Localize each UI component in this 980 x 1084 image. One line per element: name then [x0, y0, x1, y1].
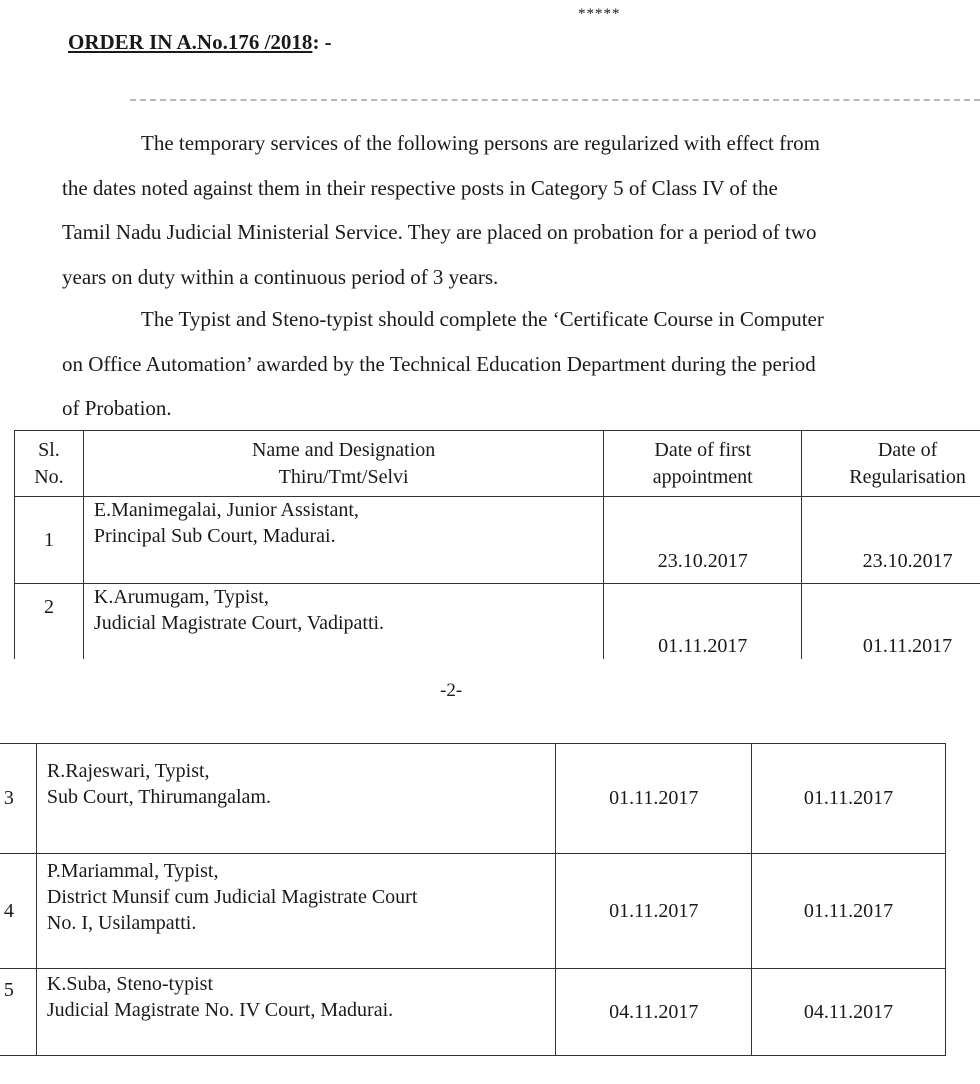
row-name: K.Suba, Steno-typist Judicial Magistrate No. IV Court, Madurai.: [36, 969, 555, 1056]
page-break-gap: [0, 659, 980, 675]
header-date-regularisation: Date of Regularisation: [802, 431, 980, 497]
row-date-first: 04.11.2017: [556, 969, 752, 1056]
header-name: Name and Designation Thiru/Tmt/Selvi: [83, 431, 603, 497]
row-date-first: 01.11.2017: [556, 854, 752, 969]
paragraph-line: The Typist and Steno-typist should complete the ‘Certificate Course in Computer: [141, 307, 824, 331]
row-date-reg: 23.10.2017: [802, 497, 980, 584]
dashed-divider: [130, 99, 980, 101]
header-sl-no: Sl. No.: [15, 431, 84, 497]
table-row: [0, 854, 946, 969]
paragraph-line: the dates noted against them in their respective posts in Category 5 of Class IV of the: [62, 175, 778, 200]
paragraph-line: The temporary services of the following persons are regularized with effect from: [141, 131, 820, 155]
row-date-reg: 01.11.2017: [752, 854, 946, 969]
row-sl: 4: [0, 854, 36, 969]
separator-stars: *****: [578, 6, 621, 22]
row-sl: 1: [15, 497, 84, 584]
row-date-first: 01.11.2017: [604, 584, 802, 669]
paragraph-regularization: [62, 121, 980, 299]
row-sl: 3: [0, 744, 36, 854]
row-name: P.Mariammal, Typist, District Munsif cum Judicial Magistrate Court No. I, Usilampatti.: [36, 854, 555, 969]
header-date-first-appointment: Date of first appointment: [604, 431, 802, 497]
row-name: E.Manimegalai, Junior Assistant, Principal Sub Court, Madurai.: [83, 497, 603, 584]
table-row: [15, 584, 980, 669]
paragraph-line: Tamil Nadu Judicial Ministerial Service. They are placed on probation for a period of two: [62, 220, 817, 244]
row-sl: 2: [15, 584, 84, 669]
regularisation-table-part-1: [14, 430, 980, 669]
paragraph-line: on Office Automation’ awarded by the Technical Education Department during the period: [62, 351, 816, 376]
paragraph-line: years on duty within a continuous period of 3 years.: [62, 264, 499, 289]
order-heading: [68, 30, 332, 55]
page-number: -2-: [440, 680, 463, 701]
row-sl: 5: [0, 969, 36, 1056]
regularisation-table-part-2: [0, 743, 946, 1056]
table-row: [0, 744, 946, 854]
paragraph-line: of Probation.: [62, 396, 172, 420]
table-row: [15, 497, 980, 584]
row-date-reg: 04.11.2017: [752, 969, 946, 1056]
paragraph-certificate: [62, 297, 980, 431]
row-date-reg: 01.11.2017: [752, 744, 946, 854]
row-date-first: 23.10.2017: [604, 497, 802, 584]
order-suffix: : -: [312, 30, 332, 54]
row-date-first: 01.11.2017: [556, 744, 752, 854]
row-name: K.Arumugam, Typist, Judicial Magistrate Court, Vadipatti.: [83, 584, 603, 669]
row-name: R.Rajeswari, Typist, Sub Court, Thirumangalam.: [36, 744, 555, 854]
row-date-reg: 01.11.2017: [802, 584, 980, 669]
table-header-row: [15, 431, 980, 497]
order-number: ORDER IN A.No.176 /2018: [68, 30, 313, 54]
table-row: [0, 969, 946, 1056]
